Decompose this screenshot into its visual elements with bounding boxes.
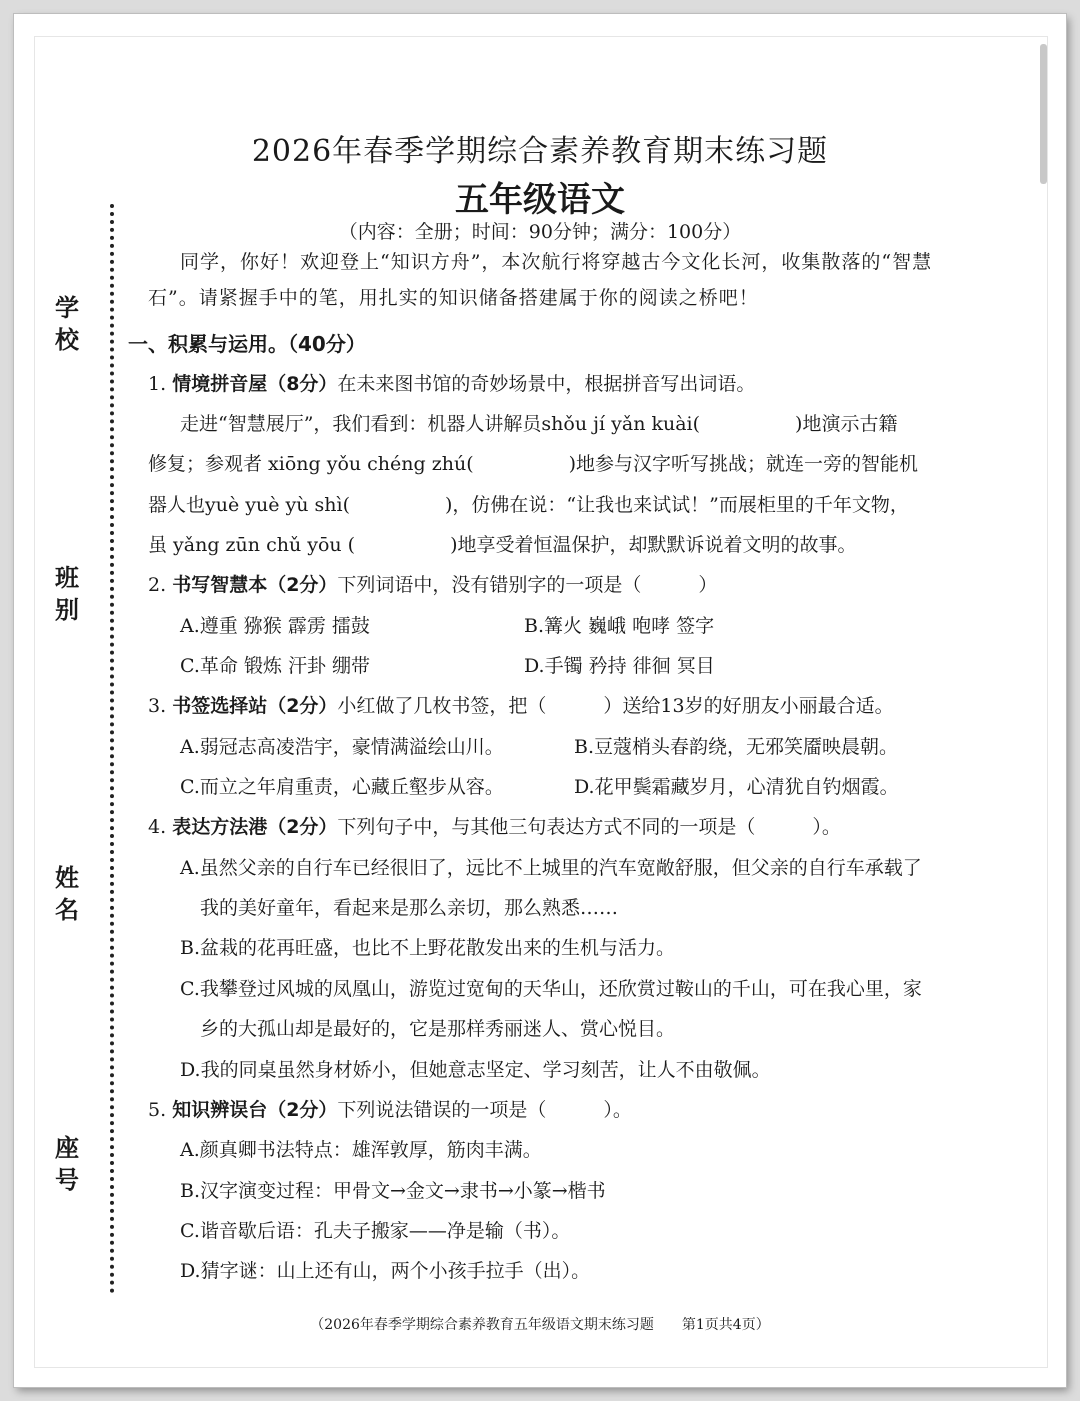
q4-option-d: D.我的同桌虽然身材娇小，但她意志坚定、学习刻苦，让人不由敬佩。 xyxy=(180,1059,771,1081)
question-number: 5. xyxy=(148,1099,167,1121)
q4-option-c-line-2: 乡的大孤山却是最好的，它是那样秀丽迷人、赏心悦目。 xyxy=(200,1018,676,1040)
question-5 xyxy=(148,1095,632,1122)
q2-option-d: D.手镯 矜持 徘徊 冥目 xyxy=(524,655,715,677)
question-text: 下列词语中，没有错别字的一项是（ ） xyxy=(337,574,718,596)
question-text: 小红做了几枚书签，把（ ）送给13岁的好朋友小丽最合适。 xyxy=(337,695,894,717)
q2-option-c: C.革命 锻炼 汗卦 绷带 xyxy=(180,655,371,677)
question-text: 在未来图书馆的奇妙场景中，根据拼音写出词语。 xyxy=(337,373,756,395)
q2-option-b: B.篝火 巍峨 咆哮 签字 xyxy=(524,615,715,637)
question-4 xyxy=(148,812,841,839)
question-title: 书签选择站（2分） xyxy=(172,695,338,717)
question-text: 下列句子中，与其他三句表达方式不同的一项是（ ）。 xyxy=(337,816,841,838)
q1-line-3: 器人也yuè yuè yù shì( )，仿佛在说：“让我也来试试！”而展柜里的千年文物， xyxy=(148,494,909,516)
q1-line-4: 虽 yǎng zūn chǔ yōu ( )地享受着恒温保护，却默默诉说着文明的故事。 xyxy=(148,534,857,556)
q5-option-c: C.谐音歇后语：孔夫子搬家——净是输（书）。 xyxy=(180,1220,571,1242)
class-label: 班别 xyxy=(55,564,79,624)
section-title: 一、积累与运用。（40分） xyxy=(128,332,366,356)
q5-option-b: B.汉字演变过程：甲骨文→金文→隶书→小篆→楷书 xyxy=(180,1180,606,1202)
school-label: 学校 xyxy=(55,294,79,354)
exam-page xyxy=(14,14,1066,1387)
q4-option-a-line-2: 我的美好童年，看起来是那么亲切，那么熟悉…… xyxy=(200,897,619,919)
name-label: 姓名 xyxy=(55,864,79,924)
q1-line-1: 走进“智慧展厅”，我们看到：机器人讲解员shǒu jí yǎn kuài( )地演示古籍 xyxy=(180,413,898,435)
intro-line-1: 同学，你好！欢迎登上“知识方舟”，本次航行将穿越古今文化长河，收集散落的“智慧 xyxy=(180,251,933,273)
page-footer: （2026年春季学期综合素养教育五年级语文期末练习题 第1页共4页） xyxy=(310,1317,770,1333)
question-number: 1. xyxy=(148,373,167,395)
question-text: 下列说法错误的一项是（ ）。 xyxy=(337,1099,632,1121)
question-title: 书写智慧本（2分） xyxy=(172,574,338,596)
q4-option-a-line-1: A.虽然父亲的自行车已经很旧了，远比不上城里的汽车宽敞舒服，但父亲的自行车承载了 xyxy=(180,857,922,879)
q5-option-d: D.猜字谜：山上还有山，两个小孩手拉手（出）。 xyxy=(180,1260,591,1282)
exam-title: 2026年春季学期综合素养教育期末练习题 xyxy=(251,134,829,169)
q3-option-c: C.而立之年肩重责，心藏丘壑步从容。 xyxy=(180,776,504,798)
question-3 xyxy=(148,691,894,718)
q1-line-2: 修复；参观者 xiōng yǒu chéng zhú( )地参与汉字听写挑战；就连一旁的智能机 xyxy=(148,453,919,475)
question-number: 3. xyxy=(148,695,167,717)
question-title: 情境拼音屋（8分） xyxy=(172,373,338,395)
question-1 xyxy=(148,369,755,396)
question-title: 表达方法港（2分） xyxy=(172,816,338,838)
exam-info: （内容：全册；时间：90分钟；满分：100分） xyxy=(338,221,742,243)
question-2 xyxy=(148,570,717,597)
q3-option-d: D.花甲鬓霜藏岁月，心清犹自钓烟霞。 xyxy=(574,776,899,798)
subject-title: 五年级语文 xyxy=(455,180,625,220)
q3-option-b: B.豆蔻梢头春韵绕，无邪笑靥映晨朝。 xyxy=(574,736,899,758)
q5-option-a: A.颜真卿书法特点：雄浑敦厚，筋肉丰满。 xyxy=(180,1139,542,1161)
binding-dotted-line xyxy=(110,204,114,1294)
intro-line-2: 石”。请紧握手中的笔，用扎实的知识储备搭建属于你的阅读之桥吧！ xyxy=(148,287,759,309)
question-number: 2. xyxy=(148,574,167,596)
question-title: 知识辨误台（2分） xyxy=(172,1099,338,1121)
q4-option-c-line-1: C.我攀登过风城的凤凰山，游览过宽甸的天华山，还欣赏过鞍山的千山，可在我心里，家 xyxy=(180,978,922,1000)
q4-option-b: B.盆栽的花再旺盛，也比不上野花散发出来的生机与活力。 xyxy=(180,937,676,959)
q2-option-a: A.遵重 猕猴 霹雳 擂鼓 xyxy=(180,615,370,637)
q3-option-a: A.弱冠志高凌浩宇，豪情满溢绘山川。 xyxy=(180,736,504,758)
seat-label: 座号 xyxy=(55,1134,79,1194)
question-number: 4. xyxy=(148,816,167,838)
